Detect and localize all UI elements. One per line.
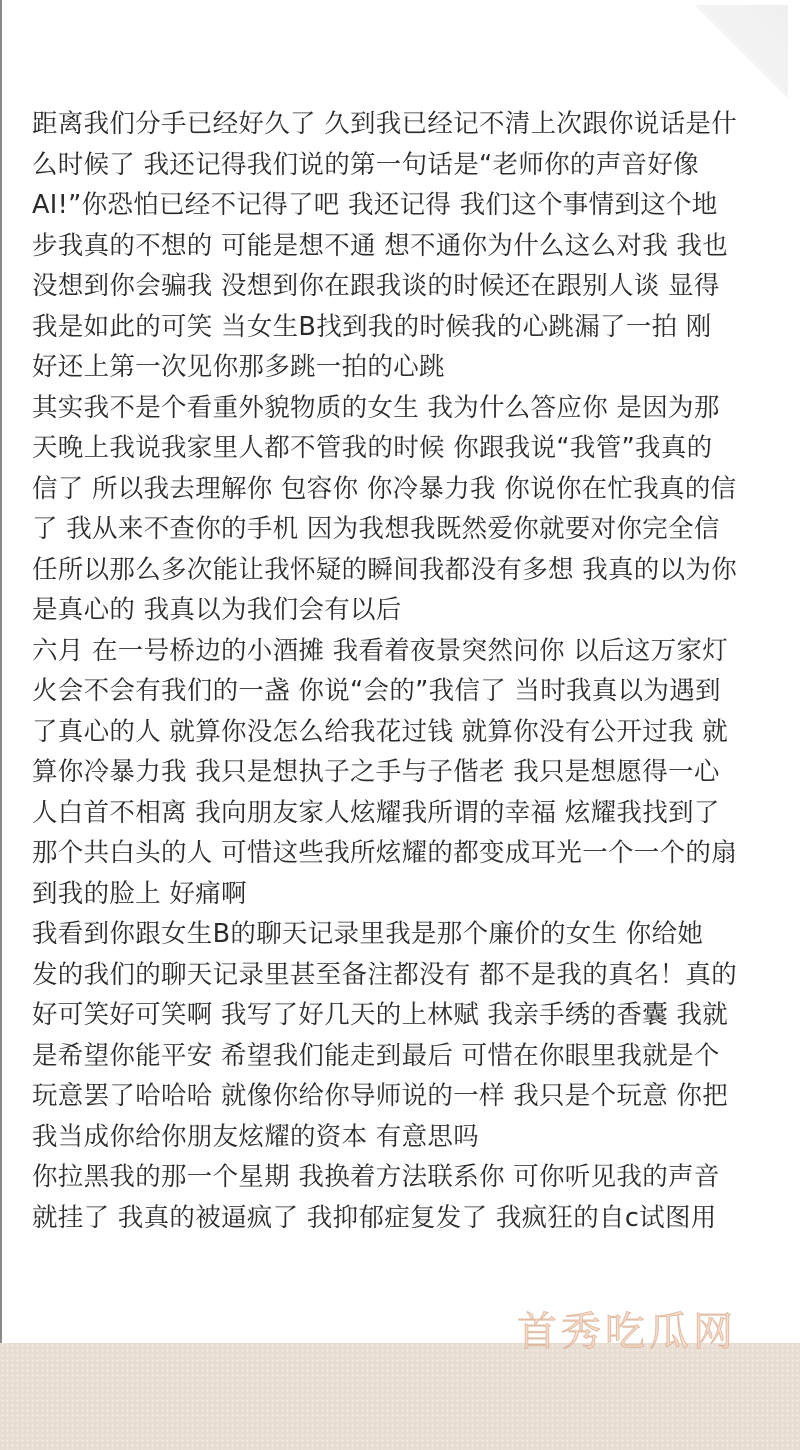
note-line: 你拉黑我的那一个星期 我换着方法联系你 可你听见我的声音 xyxy=(32,1162,720,1192)
footer-background xyxy=(0,1343,800,1450)
note-line: 了 我从来不查你的手机 因为我想我既然爱你就要对你完全信 xyxy=(32,514,720,544)
note-line: 我看到你跟女生B的聊天记录里我是那个廉价的女生 你给她 xyxy=(32,919,704,949)
note-line: AI!”你恐怕已经不记得了吧 我还记得 我们这个事情到这个地 xyxy=(32,190,718,220)
note-line: 六月 在一号桥边的小酒摊 我看着夜景突然问你 以后这万家灯 xyxy=(32,635,729,666)
note-line: 了真心的人 就算你没怎么给我花过钱 就算你没有公开过我 就 xyxy=(32,716,729,747)
note-line: 么时候了 我还记得我们说的第一句话是“老师你的声音好像 xyxy=(32,149,699,180)
note-line: 火会不会有我们的一盏 你说“会的”我信了 当时我真以为遇到 xyxy=(32,676,721,706)
page-corner-decoration xyxy=(693,5,788,100)
note-line: 是希望你能平安 希望我们能走到最后 可惜在你眼里我就是个 xyxy=(32,1040,720,1071)
note-line: 好可笑好可笑啊 我写了好几天的上林赋 我亲手绣的香囊 我就 xyxy=(32,1000,729,1030)
note-line: 那个共白头的人 可惜这些我所炫耀的都变成耳光一个一个的扇 xyxy=(32,838,738,868)
note-line: 我是如此的可笑 当女生B找到我的时候我的心跳漏了一拍 刚 xyxy=(32,311,712,342)
note-line: 到我的脸上 好痛啊 xyxy=(32,878,247,909)
note-line: 我当成你给你朋友炫耀的资本 有意思吗 xyxy=(32,1121,480,1152)
note-line: 天晚上我说我家里人都不管我的时候 你跟我说“我管”我真的 xyxy=(32,433,713,463)
note-line: 其实我不是个看重外貌物质的女生 我为什么答应你 是因为那 xyxy=(32,392,720,423)
note-line: 任所以那么多次能让我怀疑的瞬间我都没有多想 我真的以为你 xyxy=(32,554,738,585)
note-line: 信了 所以我去理解你 包容你 你冷暴力我 你说你在忙我真的信 xyxy=(32,473,737,504)
note-line: 距离我们分手已经好久了 久到我已经记不清上次跟你说话是什 xyxy=(32,109,738,139)
note-line: 是真心的 我真以为我们会有以后 xyxy=(32,595,402,625)
note-line: 发的我们的聊天记录里甚至备注都没有 都不是我的真名！真的 xyxy=(32,959,738,990)
note-body xyxy=(32,104,792,1238)
note-line: 玩意罢了哈哈哈 就像你给你导师说的一样 我只是个玩意 你把 xyxy=(32,1081,729,1111)
note-line: 就挂了 我真的被逼疯了 我抑郁症复发了 我疯狂的自c试图用 xyxy=(32,1202,717,1233)
note-line: 算你冷暴力我 我只是想执子之手与子偕老 我只是想愿得一心 xyxy=(32,757,720,787)
note-line: 没想到你会骗我 没想到你在跟我谈的时候还在跟别人谈 显得 xyxy=(32,271,720,301)
site-watermark: 首秀吃瓜网 xyxy=(517,1309,737,1355)
note-line: 好还上第一次见你那多跳一拍的心跳 xyxy=(32,352,445,382)
note-line: 步我真的不想的 可能是想不通 想不通你为什么这么对我 我也 xyxy=(32,230,729,261)
note-line: 人白首不相离 我向朋友家人炫耀我所谓的幸福 炫耀我找到了 xyxy=(32,797,720,828)
